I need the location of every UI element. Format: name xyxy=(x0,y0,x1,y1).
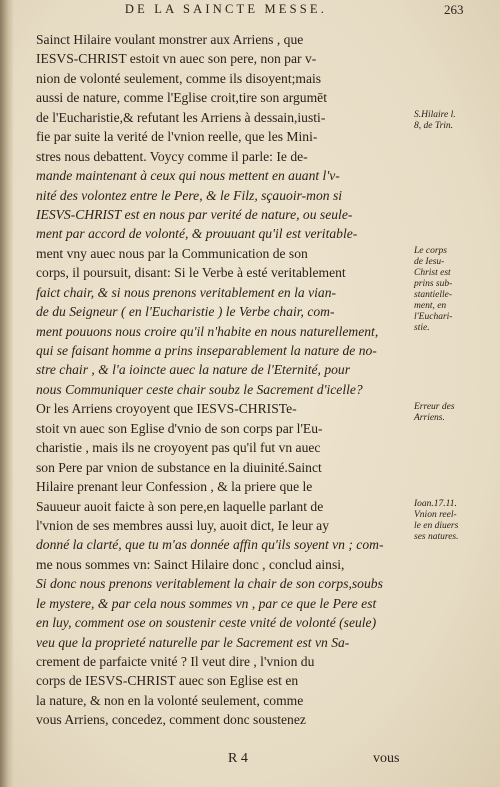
text-line: aussi de nature, comme l'Eglise croit,tire son argumēt xyxy=(36,90,327,106)
margin-note-line: l'Euchari- xyxy=(414,311,453,322)
text-line: nité des volontez entre le Pere, & le Filz, sçauoir-mon si xyxy=(36,187,343,203)
margin-note-line: ses natures. xyxy=(414,531,459,542)
margin-note-line: S.Hilaire l. xyxy=(414,109,456,120)
text-line: IESVS-CHRIST estoit vn auec son pere, non par v- xyxy=(36,51,317,67)
margin-note-line: stie. xyxy=(414,322,430,333)
text-line: Si donc nous prenons veritablement la chair de son corps,soubs xyxy=(36,576,383,592)
margin-note-line: Vnion reel- xyxy=(414,509,457,520)
binding-gutter xyxy=(0,0,14,787)
page-number: 263 xyxy=(444,2,464,17)
text-line: corps, il poursuit, disant: Si le Verbe à esté veritablement xyxy=(36,265,346,281)
margin-note-line: le en diuers xyxy=(414,520,459,531)
text-line: stre chair , & l'a ioincte auec la nature de l'Eternité, pour xyxy=(36,362,351,378)
text-line: ment pouuons nous croire qu'il n'habite en nous naturellement, xyxy=(36,323,379,339)
text-line: veu que la proprieté naturelle par le Sacrement est vn Sa- xyxy=(36,634,350,650)
text-line: qui se faisant homme a prins inseparablement la nature de no- xyxy=(36,343,377,358)
text-line: fie par suite la verité de l'vnion reelle, que les Mini- xyxy=(36,129,318,145)
text-line: nous Communiquer ceste chair soubz le Sacrement d'icelle? xyxy=(36,381,363,397)
margin-note-line: Christ est xyxy=(414,267,451,278)
margin-note-line: Erreur des xyxy=(414,401,455,412)
margin-note xyxy=(414,499,498,543)
text-line: Sainct Hilaire voulant monstrer aux Arriens , que xyxy=(36,32,304,47)
margin-note-line: stantielle- xyxy=(414,289,452,300)
text-line: stres nous debattent. Voycy comme il parle: Ie de- xyxy=(36,148,308,164)
signature-mark: R 4 xyxy=(228,751,248,766)
text-line: donné la clarté, que tu m'as donnée affin qu'ils soyent vn ; com- xyxy=(36,537,384,553)
margin-note-line: Ioan.17.11. xyxy=(414,498,457,509)
text-line: vous Arriens, concedez, comment donc soustenez xyxy=(36,712,306,728)
text-line: son Pere par vnion de substance en la diuinité.Sainct xyxy=(36,459,322,475)
text-line: corps de IESVS-CHRIST auec son Eglise est en xyxy=(36,673,299,689)
text-line: ment vny auec nous par la Communication de son xyxy=(36,245,308,261)
text-line: la nature, & non en la volonté seulement, comme xyxy=(36,692,304,708)
text-line: crement de parfaicte vnité ? Il veut dire , l'vnion du xyxy=(36,654,315,669)
margin-note-line: de Iesu- xyxy=(414,256,445,267)
text-line: nion de volonté seulement, comme ils disoyent;mais xyxy=(36,70,322,86)
text-line: IESVS-CHRIST est en nous par verité de nature, ou seule- xyxy=(36,206,353,222)
margin-note-line: prins sub- xyxy=(414,278,453,289)
text-line: faict chair, & si nous prenons veritablement en la vian- xyxy=(36,284,337,300)
margin-note-line: Le corps xyxy=(414,245,447,256)
text-line: ment par accord de volonté, & prouuant qu'il est veritable- xyxy=(36,226,358,242)
text-line: l'vnion de ses membres aussi luy, auoit dict, Ie leur ay xyxy=(36,517,330,533)
text-line: charistie , mais ils ne croyoyent pas qu'il fut vn auec xyxy=(36,440,321,456)
text-line: me nous sommes vn: Sainct Hilaire donc , conclud ainsi, xyxy=(36,556,345,572)
text-line: mande maintenant à ceux qui nous mettent en auant l'v- xyxy=(36,168,340,184)
text-line: le mystere, & par cela nous sommes vn , par ce que le Pere est xyxy=(36,595,377,611)
margin-note xyxy=(414,110,498,132)
text-line: Sauueur auoit faicte à son pere,en laquelle parlant de xyxy=(36,498,324,514)
margin-note-line: ment, en xyxy=(414,300,447,311)
text-line: en luy, comment ose on soustenir ceste vnité de volonté (seule) xyxy=(36,615,377,631)
text-line: de l'Eucharistie,& refutant les Arriens à dessain,iusti- xyxy=(36,109,326,125)
margin-note-line: Arriens. xyxy=(414,412,445,423)
margin-note xyxy=(414,402,498,424)
running-head: DE LA SAINCTE MESSE. xyxy=(124,2,328,16)
text-line: Hilaire prenant leur Confession , & la priere que le xyxy=(36,479,313,495)
text-line: stoit vn auec son Eglise d'vnio de son corps par l'Eu- xyxy=(36,420,323,436)
margin-note xyxy=(414,246,498,334)
text-line: de du Seigneur ( en l'Eucharistie ) le Verbe chair, com- xyxy=(36,304,335,320)
text-line: Or les Arriens croyoyent que IESVS-CHRISTe- xyxy=(36,401,297,417)
catchword: vous xyxy=(373,751,400,766)
margin-note-line: 8, de Trin. xyxy=(414,120,454,131)
main-text-block xyxy=(36,30,420,730)
